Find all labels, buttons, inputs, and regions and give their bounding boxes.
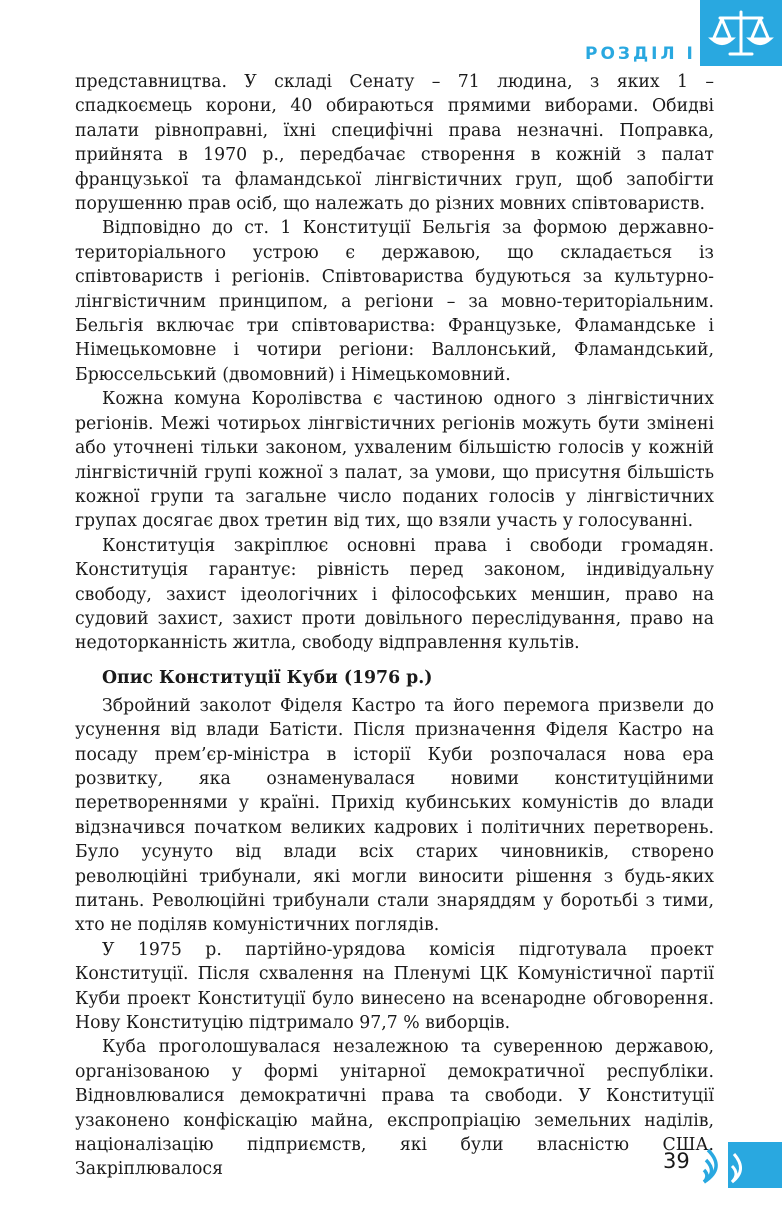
paragraph: Збройний заколот Фіделя Кастро та його перемога призвели до усунення від влади Батісти. Після призначення Фіделя Кастро на посаду прем’єр-міністра в історії Куби розпочалася нова ера розвитку, яка ознаменувалася новими конституційними перетвореннями у країні. Прихід кубинських комуністів до влади відзначився початком великих кадрових і політичних перетворень. Було усунуто від влади всіх старих чиновників, створено революційні трибунали, які могли виносити рішення з будь-яких питань. Революційні трибунали стали знаряддям у боротьбі з тими, хто не поділяв комуністичних поглядів.: [75, 695, 714, 936]
paragraph: Кожна комуна Королівства є частиною одного з лінгвістичних регіонів. Межі чотирьох лінгвістичних регіонів можуть бути змінені або уточнені тільки законом, ухваленим більшістю голосів у кожній лінгвістичній групі кожної з палат, за умови, що присутня більшість кожної групи та загальне число поданих голосів у лінгвістичних групах досягає двох третин від тих, що взяли участь у голосуванні.: [75, 389, 714, 532]
paragraph: Конституція закріплює основні права і свободи громадян. Конституція гарантує: рівність перед законом, індивідуальну свободу, захист ідеологічних і філософських меншин, право на судовий захист, захист проти довільного переслідування, право на недоторканність житла, свободу відправлення культів.: [75, 535, 714, 654]
section-label: РОЗДІЛ І: [585, 44, 696, 64]
paragraph: Куба проголошувалася незалежною та суверенною державою, організованою у формі унітарної демократичної республіки. Відновлювалися демократичні права та свободи. У Конституції узаконено конфіскацію майна, експропріацію земельних наділів, націоналізацію підприємств, які були власністю США. Закріплювалося: [75, 1037, 714, 1180]
paragraph: Відповідно до ст. 1 Конституції Бельгія за формою державно-територіального устрою є державою, що складається із співтовариств і регіонів. Співтовариства будуються за культурно-лінгвістичним принципом, а регіони – за мовно-територіальним. Бельгія включає три співтовариства: Французьке, Фламандське і Німецькомовне і чотири регіони: Валлонський, Фламандський, Брюссельський (двомовний) і Німецькомовний.: [75, 218, 714, 385]
section-heading: Опис Конституції Куби (1976 р.): [102, 667, 433, 688]
scales-icon: [708, 6, 774, 62]
footer-tab: [700, 1142, 782, 1188]
header-tab: [700, 0, 782, 66]
paragraph: У 1975 р. партійно-урядова комісія підготувала проект Конституції. Після схвалення на Пленумі ЦК Комуністичної партії Куби проект Конституції було винесено на всенародне обговорення. Нову Конституцію підтримало 97,7 % виборців.: [75, 939, 714, 1034]
page-body: [75, 70, 714, 1182]
signal-waves-icon: [700, 1142, 782, 1188]
paragraph: представництва. У складі Сенату – 71 людина, з яких 1 – спадкоємець корони, 40 обираються прямими виборами. Обидві палати рівноправні, їхні специфічні права незначні. Поправка, прийнята в 1970 р., передбачає створення в кожній з палат французької та фламандської лінгвістичних груп, щоб запобігти порушенню прав осіб, що належать до різних мовних співтовариств.: [75, 72, 714, 215]
page-number: 39: [663, 1149, 690, 1173]
